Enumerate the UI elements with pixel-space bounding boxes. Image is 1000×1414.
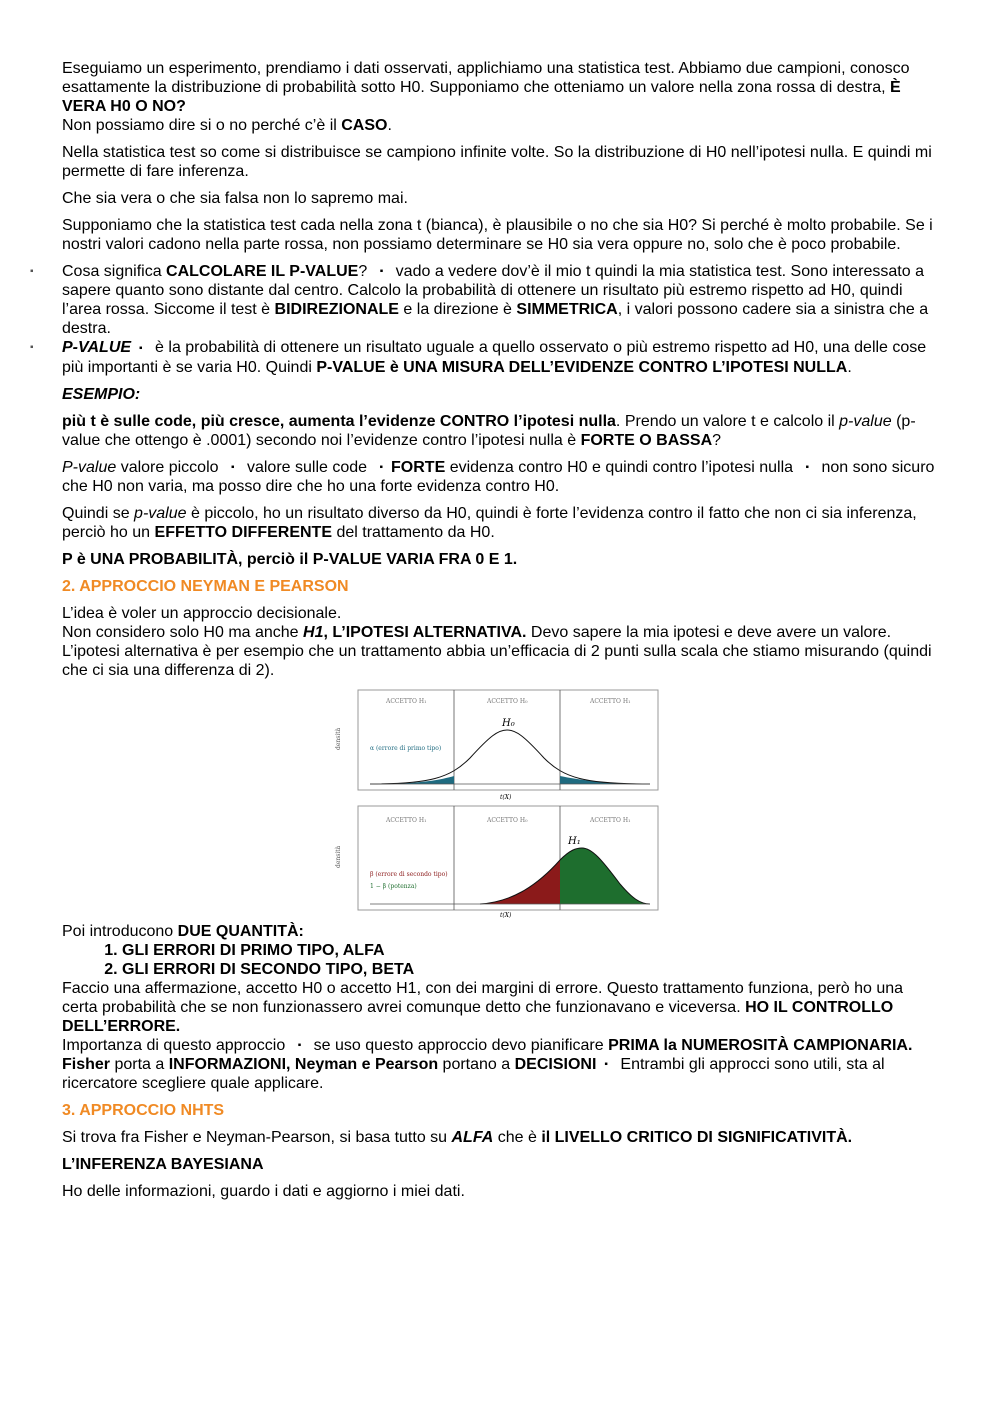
paragraph: L’idea è voler un approccio decisionale. [62,604,342,622]
arrow-icon: ▪ [805,461,810,473]
paragraph: Nella statistica test so come si distribuisce se campiono infinite volte. So la distribuzione di H0 nell’ipotesi nulla. E quindi mi permette di fare inferenza. [62,144,932,180]
power-legend: 1 − β (potenza) [370,882,417,890]
paragraph: Che sia vera o che sia falsa non lo sapremo mai. [62,190,408,207]
x-axis-label: t(X) [500,911,512,918]
text: ? [712,431,722,449]
arrow-icon: ▪ [379,266,384,278]
x-axis-label: t(X) [500,793,512,801]
bold-text: INFORMAZIONI, Neyman e Pearson [168,1056,439,1074]
beta-legend: β (errore di secondo tipo) [370,870,448,878]
text: Poi introducono [62,922,178,940]
zone-mid-label: ACCETTO H₀ [487,816,528,824]
zone-left-label: ACCETTO H₁ [386,816,427,824]
text: è la probabilità di ottenere un risultato uguale a quello osservato o più estremo rispetto ad H0, una delle cose più importanti è se varia H0. Quindi [62,339,927,376]
text: e la direzione è [398,301,517,319]
paragraph [62,922,937,941]
arrow-icon: ▪ [604,1059,608,1071]
paragraph [62,504,937,542]
bold-text: BIDIREZIONALE [274,301,399,319]
text: , i valori possono cadere sia a sinistra che a destra. [62,301,929,338]
section-heading: 3. APPROCCIO NHTS [62,1102,225,1120]
text: Eseguiamo un esperimento, prendiamo i dati osservati, applichiamo una statistica test. Abbiamo due campioni, conosco esattamente la distribuzione di probabilità sotto H0. Supponiamo che otteniamo un valore nella zona rossa di destra, [62,60,910,96]
text: se uso questo approccio devo pianificare [309,1036,609,1054]
text: Quindi se [62,504,135,522]
text: . [847,358,852,376]
text: Faccio una affermazione, accetto H0 o accetto H1, con dei margini di errore. Questo trattamento funziona, però ho una certa probabilità che se non funzionassero avrei comunque detto che funzionavano e viceversa. [62,979,904,1016]
arrow-icon: ▪ [230,461,235,473]
text: evidenza contro H0 e quindi contro l’ipotesi nulla [445,458,798,476]
bold-text: il LIVELLO CRITICO DI SIGNIFICATIVITÀ. [541,1129,853,1147]
text: porta a [110,1056,169,1074]
bold-text: DUE QUANTITÀ: [177,922,304,940]
paragraph [62,59,937,116]
paragraph [62,1036,937,1055]
zone-right-label: ACCETTO H₁ [590,816,631,824]
document-body [30,59,937,1209]
example-heading [62,385,937,404]
paragraph: Ho delle informazioni, guardo i dati e aggiorno i miei dati. [62,1183,465,1201]
paragraph [62,623,937,680]
bold-text: FORTE [391,458,446,476]
bold-italic-text: ALFA [451,1129,494,1147]
paragraph [62,116,937,135]
top-panel [335,690,658,801]
bold-italic-text: ESEMPIO: [62,385,141,403]
list-item: 2. GLI ERRORI DI SECONDO TIPO, BETA [122,960,937,979]
text: che è [493,1129,542,1147]
section-heading: 2. APPROCCIO NEYMAN E PEARSON [62,577,349,595]
paragraph [62,1128,937,1147]
h1-label: H₁ [568,835,581,847]
paragraph [62,979,937,1036]
bullet-icon: ▪ [30,266,34,277]
text: Importanza di questo approccio [62,1036,290,1054]
text: Si trova fra Fisher e Neyman-Pearson, si basa tutto su [62,1129,452,1147]
text: Cosa significa [62,263,167,280]
italic-text: p-value [134,504,187,522]
paragraph [62,1055,937,1093]
hypothesis-figure [330,688,660,918]
bold-text: EFFETTO DIFFERENTE [154,523,332,541]
text: . [387,117,392,134]
arrow-icon: ▪ [379,461,384,473]
bullet-item [30,262,937,338]
bullet-icon: ▪ [30,342,34,354]
zone-right-label: ACCETTO H₁ [590,697,631,705]
bold-text: P è UNA PROBABILITÀ, perciò il P-VALUE VARIA FRA 0 E 1. [62,550,518,568]
y-axis-label: densità [335,845,342,868]
arrow-icon: ▪ [139,342,143,354]
bottom-panel [335,806,658,918]
text: valore sulle code [242,458,372,476]
paragraph [62,412,937,450]
list-item: 1. GLI ERRORI DI PRIMO TIPO, ALFA [122,941,937,960]
text: del trattamento da H0. [332,523,495,541]
text: vado a vedere dov’è il mio t quindi la mia statistica test. Sono interessato a sapere quanto sono distante dal centro. Calcolo la probabilità di ottenere un risultato più estremo rispetto ad H0, quindi l’area rossa. Siccome il test è [62,263,924,319]
bold-text: più t è sulle code, più cresce, aumenta l’evidenze CONTRO l’ipotesi nulla [62,412,616,430]
arrow-icon: ▪ [297,1040,302,1052]
bold-text: HO IL CONTROLLO DELL’ERRORE. [62,998,894,1035]
text: è piccolo, ho un risultato diverso da H0, quindi è forte l’evidenza contro il fatto che non ci sia inferenza, perciò ho un [62,504,917,541]
text: valore piccolo [116,458,223,476]
zone-mid-label: ACCETTO H₀ [487,697,528,705]
bold-italic-text: H1 [303,623,324,641]
y-axis-label: densità [335,727,342,750]
text: . Prendo un valore t e calcolo il [615,412,840,430]
text: portano a [438,1056,515,1074]
paragraph [62,458,937,496]
bold-italic-text: P-VALUE [62,339,132,357]
bold-text: , L’IPOTESI ALTERNATIVA. [323,623,527,641]
italic-text: P-value [62,458,117,476]
panel-frame [358,690,658,790]
bold-text: P-VALUE è UNA MISURA DELL’EVIDENZE CONTRO L’IPOTESI NULLA [316,358,848,376]
numbered-list [62,941,937,979]
bold-text: È VERA H0 O NO? [62,79,901,115]
text: Non considero solo H0 ma anche [62,623,304,641]
paragraph: Supponiamo che la statistica test cada nella zona t (bianca), è plausibile o no che sia H0? Si perché è molto probabile. Se i nostri valori cadono nella parte rossa, non possiamo determinare se H0 sia vera oppure no, solo che è poco probabile. [62,217,933,253]
text: (p-value che ottengo è .0001) secondo noi l’evidenze contro l’ipotesi nulla è [62,412,916,449]
italic-text: p-value [839,412,892,430]
bold-text: L’INFERENZA BAYESIANA [62,1156,264,1174]
alpha-legend: α (errore di primo tipo) [370,744,442,752]
text: Devo sapere la mia ipotesi e deve avere un valore. L’ipotesi alternativa è per esempio che un trattamento abbia un’efficacia di 2 punti sulla scala che stiamo misurando (quindi che ci sia una differenza di 2). [62,623,932,679]
bold-text: FORTE O BASSA [580,431,713,449]
bullet-item [30,338,937,376]
bold-text: Fisher [62,1056,111,1074]
text: non sono sicuro che H0 non varia, ma posso dire che ho una forte evidenza contro H0. [62,458,935,495]
text: ? [358,263,372,280]
bold-text: DECISIONI [514,1056,597,1074]
zone-left-label: ACCETTO H₁ [386,697,427,705]
section-heading-bayes [62,1155,937,1174]
bold-text: SIMMETRICA [516,301,618,319]
h0-label: H₀ [502,717,515,729]
bold-text: CALCOLARE IL P-VALUE [166,263,359,280]
bold-text: PRIMA la NUMEROSITÀ CAMPIONARIA. [608,1036,913,1054]
text: Entrambi gli approcci sono utili, sta al ricercatore scegliere quale applicare. [62,1056,885,1093]
paragraph-bold [62,550,937,569]
bold-text: CASO [341,117,388,134]
text: Non possiamo dire si o no perché c’è il [62,117,342,134]
